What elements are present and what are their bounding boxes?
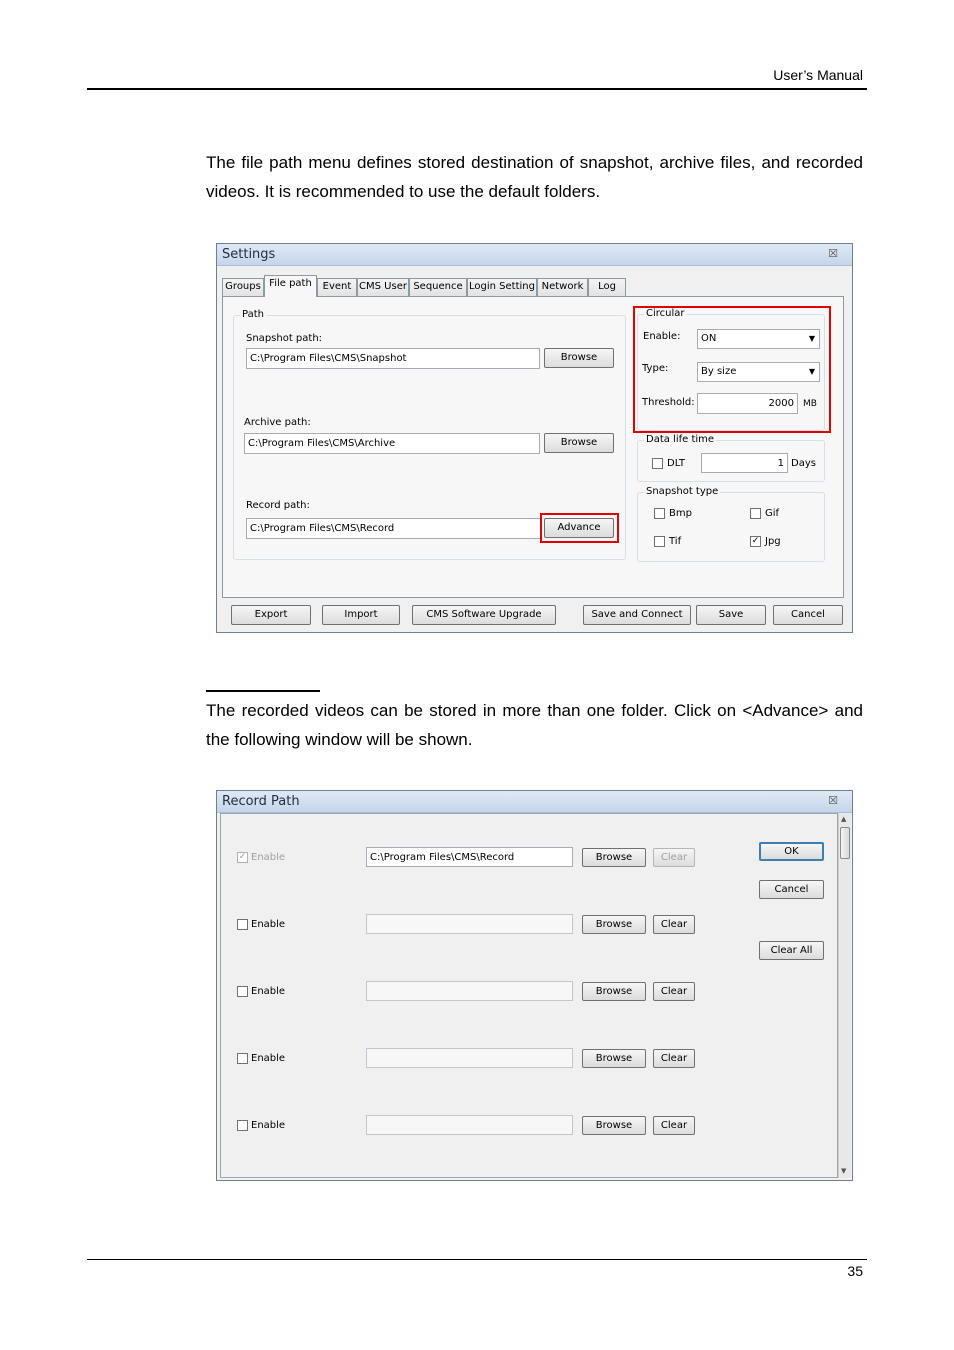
enable-checkbox-1[interactable]: ✓ — [238, 852, 247, 862]
advance-button[interactable]: Advance — [544, 518, 614, 538]
archive-path-label: Archive path: — [244, 417, 311, 428]
header-title: User’s Manual — [773, 67, 863, 83]
type-label: Type: — [642, 363, 669, 374]
tif-checkbox[interactable] — [654, 536, 665, 547]
threshold-label: Threshold: — [642, 397, 695, 408]
enable-checkbox-2[interactable] — [237, 919, 248, 930]
circular-highlight — [633, 306, 831, 433]
dlt-label: DLT — [667, 458, 686, 469]
scroll-down-icon[interactable]: ▼ — [841, 1167, 847, 1175]
enable-label: Enable: — [643, 331, 681, 342]
snapshot-type-group — [637, 486, 825, 562]
page-number: 35 — [847, 1263, 863, 1279]
save-connect-button[interactable]: Save and Connect — [583, 605, 691, 625]
chevron-down-icon: ▼ — [808, 334, 815, 343]
archive-browse-button[interactable]: Browse — [544, 433, 614, 453]
jpg-label: Jpg — [765, 536, 781, 547]
intro-paragraph: The file path menu defines stored destination of snapshot, archive files, and recorded videos. It is recommended to use the default folders. — [206, 153, 863, 201]
cancel-button[interactable]: Cancel — [773, 605, 843, 625]
enable-checkbox-3[interactable] — [237, 986, 248, 997]
chevron-down-icon: ▼ — [808, 367, 815, 376]
snapshot-path-input[interactable]: C:\Program Files\CMS\Snapshot — [246, 348, 540, 369]
browse-button-4[interactable]: Browse — [582, 1049, 646, 1068]
clear-button-2[interactable]: Clear — [653, 915, 695, 934]
header-rule — [87, 88, 867, 90]
advance-highlight — [540, 513, 619, 543]
bmp-checkbox[interactable] — [654, 508, 665, 519]
enable-label-5: Enable — [251, 1120, 286, 1131]
footer-rule — [87, 1259, 867, 1260]
clear-all-button[interactable]: Clear All — [759, 941, 824, 960]
tab-login-setting[interactable]: Login Setting — [467, 278, 537, 296]
clear-button-4[interactable]: Clear — [653, 1049, 695, 1068]
clear-button-5[interactable]: Clear — [653, 1116, 695, 1135]
enable-label-1: Enable — [251, 852, 286, 863]
export-button[interactable]: Export — [231, 605, 311, 625]
enable-checkbox-5[interactable] — [237, 1120, 248, 1131]
path-group-title: Path — [242, 309, 264, 320]
threshold-unit: MB — [803, 399, 817, 409]
tab-file-path[interactable]: File path — [264, 275, 317, 297]
record-path-title: Record Path — [222, 794, 300, 809]
scroll-up-icon[interactable]: ▲ — [841, 815, 847, 823]
snapshot-browse-button[interactable]: Browse — [544, 348, 614, 368]
upgrade-button[interactable]: CMS Software Upgrade — [412, 605, 556, 625]
archive-path-input[interactable]: C:\Program Files\CMS\Archive — [244, 433, 540, 454]
enable-label-3: Enable — [251, 986, 286, 997]
enable-label-2: Enable — [251, 919, 286, 930]
record-path-input-4[interactable] — [366, 1048, 573, 1068]
record-path-input-1[interactable]: C:\Program Files\CMS\Record — [366, 847, 573, 867]
tab-event[interactable]: Event — [317, 278, 357, 296]
tab-network[interactable]: Network — [537, 278, 588, 296]
record-path-input[interactable]: C:\Program Files\CMS\Record — [246, 518, 542, 539]
settings-dialog — [216, 243, 853, 633]
type-select-value: By size — [701, 366, 737, 377]
circular-group-title: Circular — [646, 308, 685, 319]
cancel-button[interactable]: Cancel — [759, 880, 824, 899]
close-icon[interactable]: ☒ — [828, 247, 838, 260]
clear-button-1[interactable]: Clear — [653, 848, 695, 867]
scrollbar[interactable] — [838, 813, 851, 1178]
browse-button-2[interactable]: Browse — [582, 915, 646, 934]
advance-paragraph: The recorded videos can be stored in more than one folder. Click on <Advance> and the following window will be shown. — [206, 701, 863, 749]
record-path-dialog — [216, 790, 853, 1181]
jpg-checkbox[interactable]: ✓ — [751, 536, 760, 546]
dlt-unit: Days — [791, 458, 816, 469]
dlt-checkbox[interactable] — [652, 458, 663, 469]
enable-label-4: Enable — [251, 1053, 286, 1064]
snapshot-type-group-title: Snapshot type — [646, 486, 719, 497]
settings-title: Settings — [222, 247, 276, 262]
record-path-label: Record path: — [246, 500, 310, 511]
record-path-titlebar — [217, 791, 852, 813]
record-path-input-3[interactable] — [366, 981, 573, 1001]
dlt-input[interactable]: 1 — [701, 453, 788, 473]
tab-groups[interactable]: Groups — [222, 278, 264, 296]
ok-button[interactable]: OK — [759, 842, 824, 861]
browse-button-5[interactable]: Browse — [582, 1116, 646, 1135]
enable-checkbox-4[interactable] — [237, 1053, 248, 1064]
gif-checkbox[interactable] — [750, 508, 761, 519]
data-life-group-title: Data life time — [646, 434, 715, 445]
tab-log[interactable]: Log — [588, 278, 626, 296]
clear-button-3[interactable]: Clear — [653, 982, 695, 1001]
import-button[interactable]: Import — [322, 605, 400, 625]
bmp-label: Bmp — [669, 508, 692, 519]
section-rule — [206, 690, 320, 692]
tab-sequence[interactable]: Sequence — [409, 278, 467, 296]
settings-titlebar — [217, 244, 852, 266]
tif-label: Tif — [669, 536, 682, 547]
enable-select-value: ON — [701, 333, 717, 344]
tab-cms-user[interactable]: CMS User — [357, 278, 409, 296]
browse-button-3[interactable]: Browse — [582, 982, 646, 1001]
scroll-thumb[interactable] — [840, 827, 850, 859]
save-button[interactable]: Save — [696, 605, 766, 625]
record-path-input-2[interactable] — [366, 914, 573, 934]
record-path-input-5[interactable] — [366, 1115, 573, 1135]
snapshot-path-label: Snapshot path: — [246, 333, 323, 344]
close-icon[interactable]: ☒ — [828, 794, 838, 807]
gif-label: Gif — [765, 508, 780, 519]
threshold-input[interactable]: 2000 — [697, 393, 798, 414]
browse-button-1[interactable]: Browse — [582, 848, 646, 867]
